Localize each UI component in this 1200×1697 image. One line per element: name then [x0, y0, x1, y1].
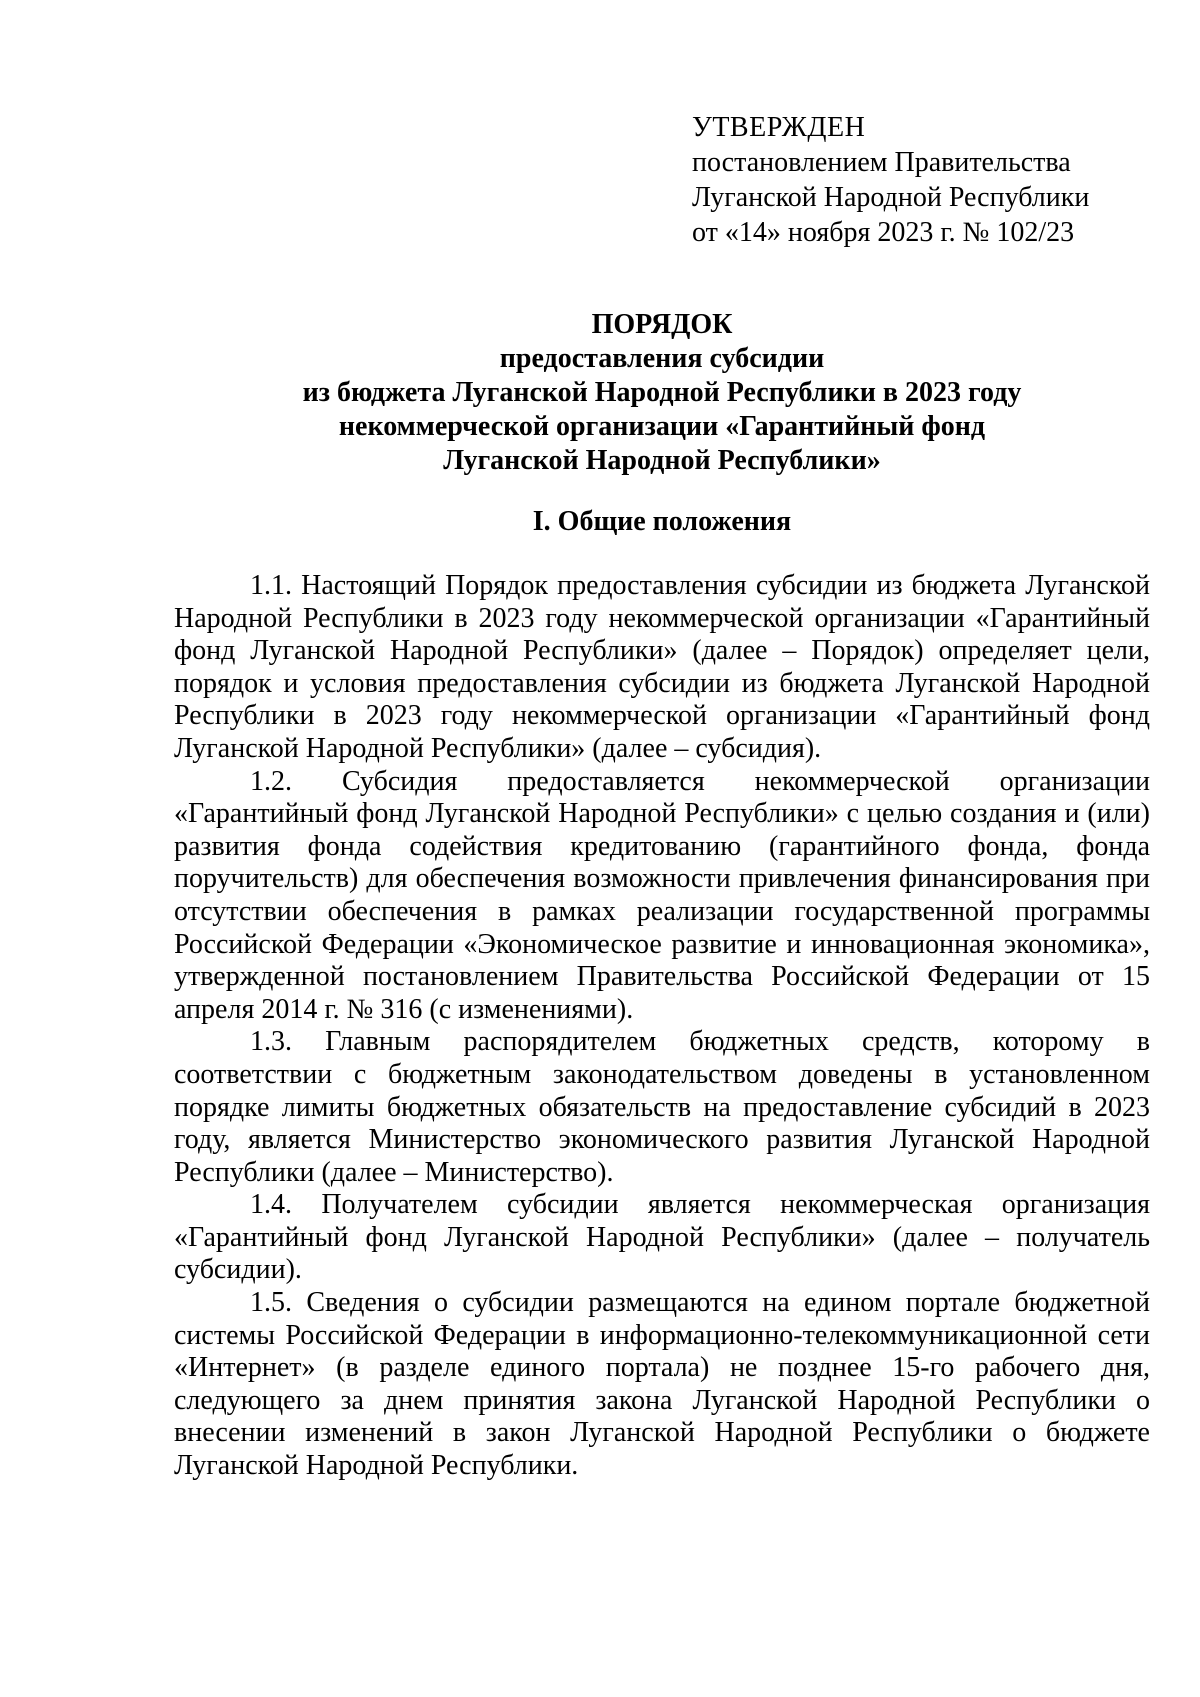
paragraph-1-1: 1.1. Настоящий Порядок предоставления субсидии из бюджета Луганской Народной Республики в 2023 году некоммерческой организации «Гарантийный фонд Луганской Народной Республики» (далее – Порядок) определяет цели, порядок и условия предоставления субсидии из бюджета Луганской Народной Республики в 2023 году некоммерческой организации «Гарантийный фонд Луганской Народной Республики» (далее – субсидия).	[174, 570, 1150, 764]
paragraph-1-4: 1.4. Получателем субсидии является некоммерческая организация «Гарантийный фонд Луганской Народной Республики» (далее – получатель субсидии).	[174, 1189, 1150, 1286]
section-heading: I. Общие положения	[532, 506, 792, 537]
paragraph-1-5: 1.5. Сведения о субсидии размещаются на едином портале бюджетной системы Российской Федерации в информационно-телекоммуникационной сети «Интернет» (в разделе единого портала) не позднее 15-го рабочего дня, следующего за днем принятия закона Луганской Народной Республики о внесении изменений в закон Луганской Народной Республики о бюджете Луганской Народной Республики.	[174, 1287, 1150, 1482]
approval-authority-region: Луганской Народной Республики	[692, 182, 1090, 213]
document-title	[172, 308, 1152, 478]
approval-block	[692, 110, 1172, 250]
approval-authority: постановлением Правительства	[692, 147, 1071, 178]
title-line-2: предоставления субсидии	[499, 343, 825, 374]
paragraph-1-2: 1.2. Субсидия предоставляется некоммерческой организации «Гарантийный фонд Луганской Народной Республики» с целью создания и (или) развития фонда содействия кредитованию (гарантийного фонда, фонда поручительств) для обеспечения возможности привлечения финансирования при отсутствии обеспечения в рамках реализации государственной программы Российской Федерации «Экономическое развитие и инновационная экономика», утвержденной постановлением Правительства Российской Федерации от 15 апреля 2014 г. № 316 (с изменениями).	[174, 765, 1150, 1025]
paragraph-1-3: 1.3. Главным распорядителем бюджетных средств, которому в соответствии с бюджетным законодательством доведены в установленном порядке лимиты бюджетных обязательств на предоставление субсидий в 2023 году, является Министерство экономического развития Луганской Народной Республики (далее – Министерство).	[174, 1026, 1150, 1188]
title-line-1: ПОРЯДОК	[591, 309, 733, 340]
title-line-5: Луганской Народной Республики»	[443, 445, 881, 476]
approval-date-number: от «14» ноября 2023 г. № 102/23	[692, 217, 1075, 248]
title-line-3: из бюджета Луганской Народной Республики в 2023 году	[302, 377, 1022, 408]
title-line-4: некоммерческой организации «Гарантийный фонд	[338, 411, 986, 442]
section-body	[174, 570, 1150, 1483]
approval-status: УТВЕРЖДЕН	[692, 112, 866, 143]
